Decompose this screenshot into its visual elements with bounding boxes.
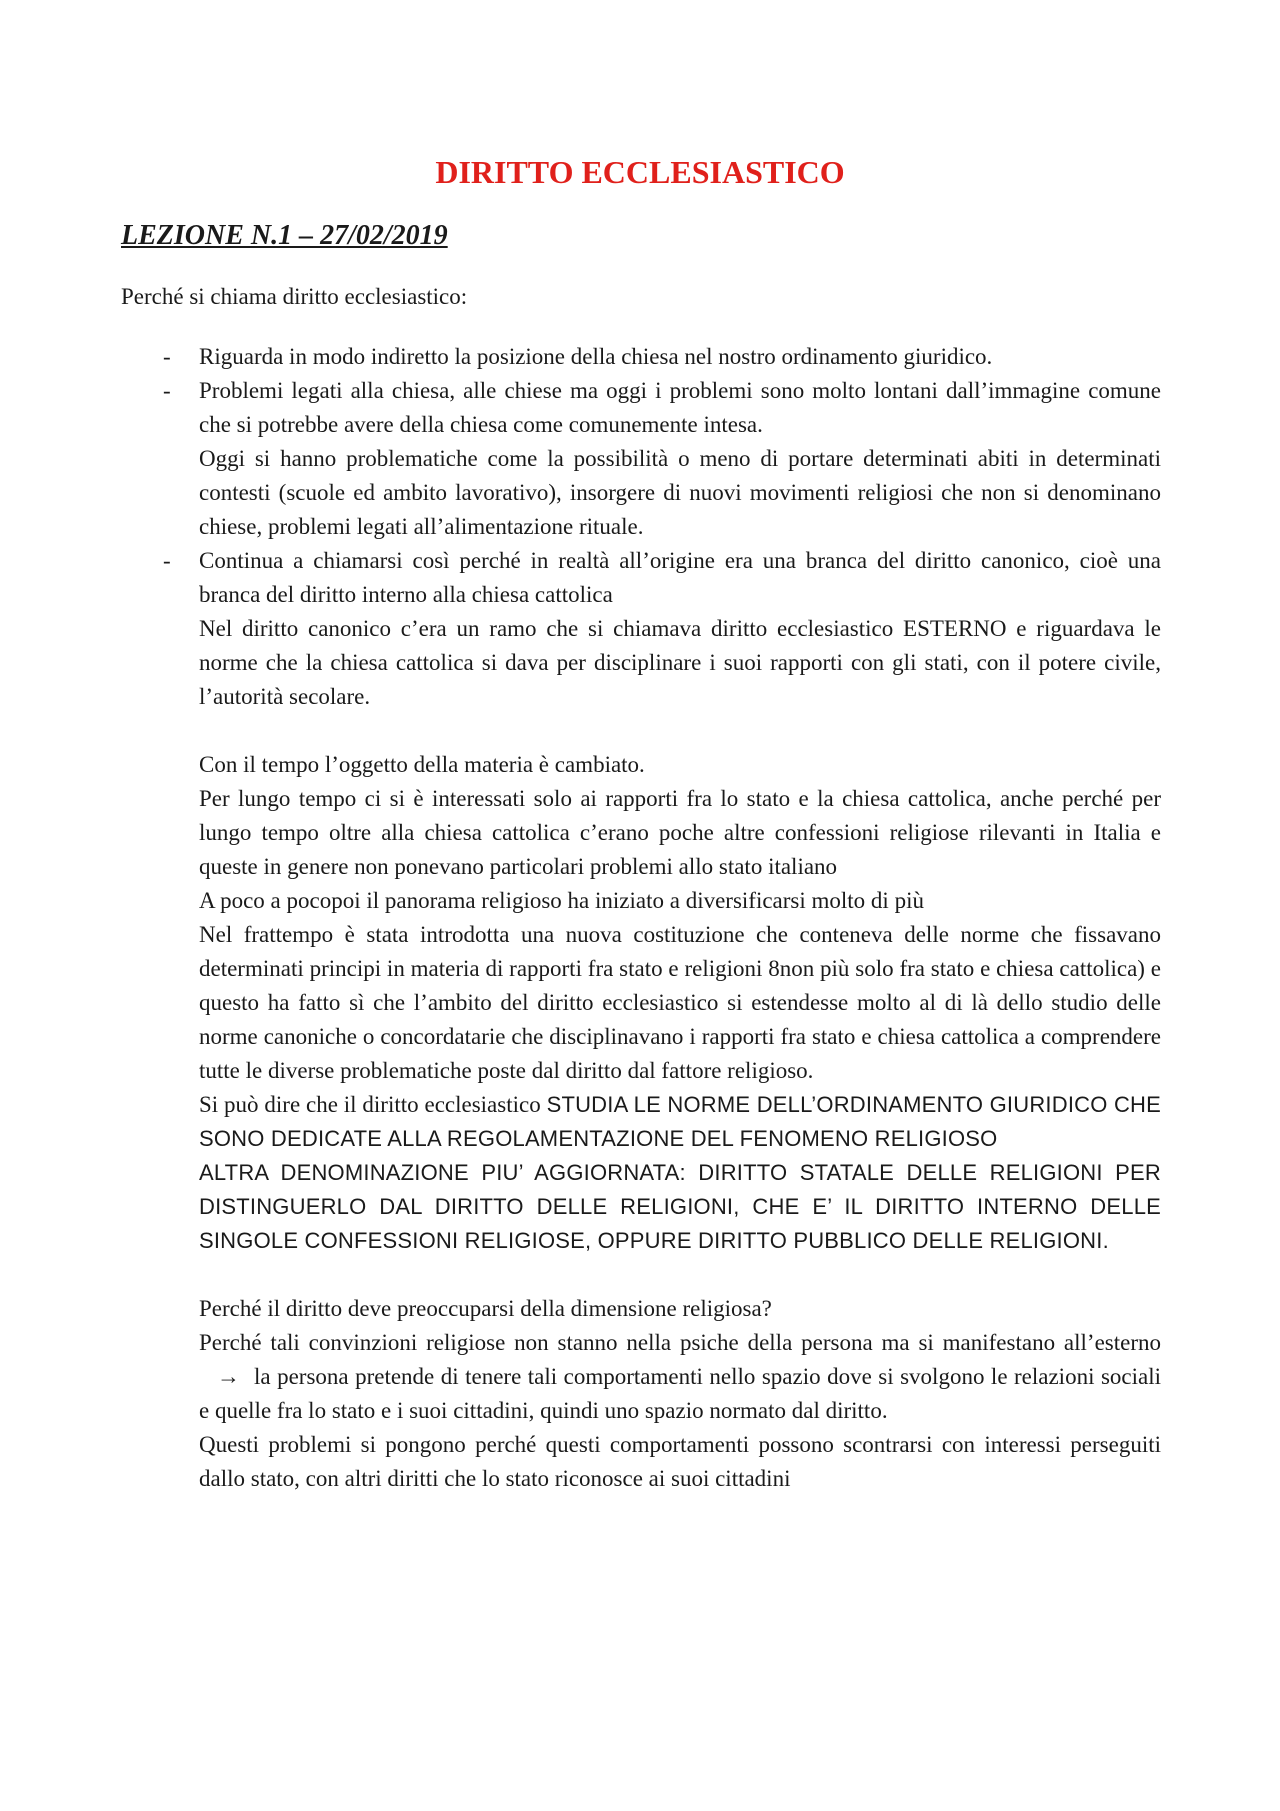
bullet-continuation: Oggi si hanno problematiche come la possibilità o meno di portare determinati abiti in determinati contesti (scuole ed ambito lavorativo), insorgere di nuovi movimenti religiosi che non si denominano chiese, problemi legati all’alimentazione rituale. bbox=[199, 446, 1161, 539]
bullet-continuation: Nel diritto canonico c’era un ramo che si chiamava diritto ecclesiastico ESTERNO e riguardava le norme che la chiesa cattolica si dava per disciplinare i suoi rapporti con gli stati, con il potere civile, l’autorità secolare. bbox=[199, 616, 1161, 709]
intro-line: Perché si chiama diritto ecclesiastico: bbox=[121, 284, 468, 309]
arrow-right-icon: → bbox=[217, 1364, 240, 1389]
paragraph-definition bbox=[121, 1088, 1161, 1156]
list-item bbox=[121, 340, 1161, 374]
bullet-text: Continua a chiamarsi così perché in realtà all’origine era una branca del diritto canonico, cioè una branca del diritto interno alla chiesa cattolica bbox=[199, 548, 1161, 607]
list-item bbox=[121, 374, 1161, 544]
paragraph: Nel frattempo è stata introdotta una nuova costituzione che conteneva delle norme che fissavano determinati principi in materia di rapporti fra stato e religioni 8non più solo fra stato e chiesa cattolica) e questo ha fatto sì che l’ambito del diritto ecclesiastico si estendesse molto al di là dello studio delle norme canoniche o concordatarie che disciplinavano i rapporti fra stato e chiesa cattolica a comprendere tutte le diverse problematiche poste dal diritto dal fattore religioso. bbox=[199, 922, 1161, 1083]
paragraph: Per lungo tempo ci si è interessati solo ai rapporti fra lo stato e la chiesa cattolica, anche perché per lungo tempo oltre alla chiesa cattolica c’erano poche altre confessioni religiose rilevanti in Italia e queste in genere non ponevano particolari problemi allo stato italiano bbox=[199, 786, 1161, 879]
bullet-dash: - bbox=[163, 548, 171, 573]
lesson-heading: LEZIONE N.1 – 27/02/2019 bbox=[121, 220, 448, 251]
document-title: DIRITTO ECCLESIASTICO bbox=[435, 154, 845, 190]
paragraph: Con il tempo l’oggetto della materia è cambiato. bbox=[199, 752, 645, 777]
definition-lead: Si può dire che il diritto ecclesiastico bbox=[199, 1092, 547, 1117]
paragraph: A poco a pocopoi il panorama religioso ha iniziato a diversificarsi molto di più bbox=[199, 888, 924, 913]
document-body bbox=[121, 340, 1161, 1496]
bullet-dash: - bbox=[163, 344, 171, 369]
answer-lead: Perché tali convinzioni religiose non stanno nella psiche della persona ma si manifestano all’esterno bbox=[199, 1330, 1161, 1355]
spacer bbox=[121, 1258, 1161, 1292]
answer-tail: la persona pretende di tenere tali comportamenti nello spazio dove si svolgono le relazioni sociali e quelle fra lo stato e i suoi cittadini, quindi uno spazio normato dal diritto. bbox=[199, 1364, 1161, 1423]
bullet-text: Problemi legati alla chiesa, alle chiese ma oggi i problemi sono molto lontani dall’immagine comune che si potrebbe avere della chiesa come comunemente intesa. bbox=[199, 378, 1161, 437]
bullet-text: Riguarda in modo indiretto la posizione della chiesa nel nostro ordinamento giuridico. bbox=[199, 344, 993, 369]
paragraph-question: Perché il diritto deve preoccuparsi della dimensione religiosa? bbox=[199, 1296, 772, 1321]
bullet-dash: - bbox=[163, 378, 171, 403]
paragraph-alt-name: ALTRA DENOMINAZIONE PIU’ AGGIORNATA: DIRITTO STATALE DELLE RELIGIONI PER DISTINGUERLO DAL DIRITTO DELLE RELIGIONI, CHE E’ IL DIRITTO INTERNO DELLE SINGOLE CONFESSIONI RELIGIOSE, OPPURE DIRITTO PUBBLICO DELLE RELIGIONI. bbox=[199, 1160, 1161, 1253]
list-item bbox=[121, 544, 1161, 714]
paragraph-answer bbox=[121, 1326, 1161, 1428]
definition-caps: STUDIA LE NORME DELL’ORDINAMENTO GIURIDICO CHE SONO DEDICATE ALLA REGOLAMENTAZIONE DEL FENOMENO RELIGIOSO bbox=[199, 1092, 1162, 1151]
spacer bbox=[121, 714, 1161, 748]
paragraph: Questi problemi si pongono perché questi comportamenti possono scontrarsi con interessi perseguiti dallo stato, con altri diritti che lo stato riconosce ai suoi cittadini bbox=[199, 1432, 1161, 1491]
